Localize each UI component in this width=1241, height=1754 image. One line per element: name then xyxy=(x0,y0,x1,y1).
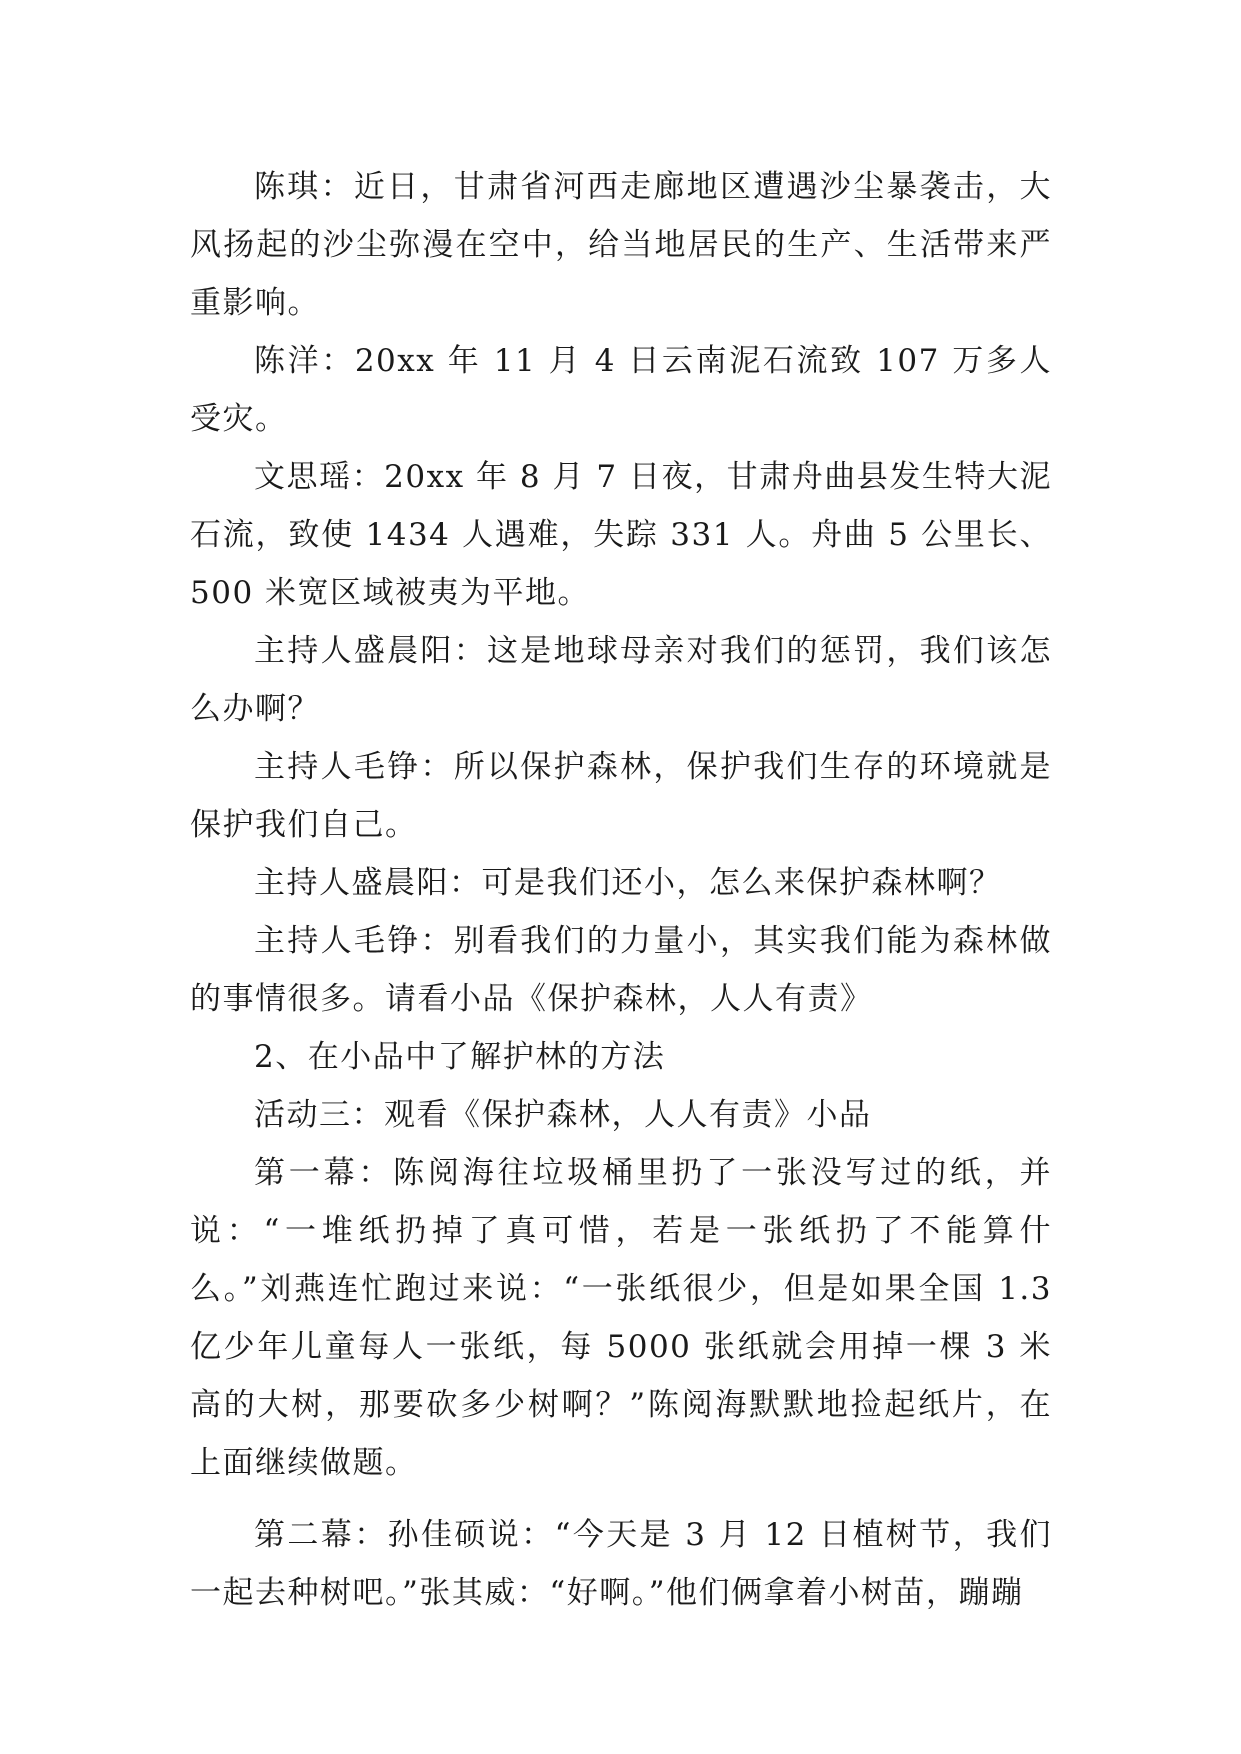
document-body xyxy=(190,158,1052,1622)
paragraph-wensiyao: 文思瑶：20xx 年 8 月 7 日夜，甘肃舟曲县发生特大泥石流，致使 1434 人遇难，失踪 331 人。舟曲 5 公里长、500 米宽区域被夷为平地。 xyxy=(190,459,1052,611)
paragraph-chenqi: 陈琪：近日，甘肃省河西走廊地区遭遇沙尘暴袭击，大风扬起的沙尘弥漫在空中，给当地居民的生产、生活带来严重影响。 xyxy=(190,169,1052,321)
paragraph-scene-two: 第二幕：孙佳硕说：“今天是 3 月 12 日植树节，我们一起去种树吧。”张其威：“好啊。”他们俩拿着小树苗，蹦蹦 xyxy=(190,1517,1052,1611)
paragraph-chenyang: 陈洋：20xx 年 11 月 4 日云南泥石流致 107 万多人受灾。 xyxy=(190,343,1052,437)
activity-three-heading: 活动三：观看《保护森林，人人有责》小品 xyxy=(254,1097,872,1133)
paragraph-host-mao-1: 主持人毛铮：所以保护森林，保护我们生存的环境就是保护我们自己。 xyxy=(190,749,1052,843)
paragraph-host-sheng-2: 主持人盛晨阳：可是我们还小，怎么来保护森林啊？ xyxy=(254,865,1002,901)
paragraph-host-sheng-1: 主持人盛晨阳：这是地球母亲对我们的惩罚，我们该怎么办啊？ xyxy=(190,633,1052,727)
paragraph-scene-one: 第一幕：陈阅海往垃圾桶里扔了一张没写过的纸，并说：“一堆纸扔掉了真可惜，若是一张纸扔了不能算什么。”刘燕连忙跑过来说：“一张纸很少，但是如果全国 1.3 亿少年儿童每人一张纸，每 5000 张纸就会用掉一棵 3 米高的大树，那要砍多少树啊？”陈阅海默默地捡起纸片，在上面继续做题。 xyxy=(190,1155,1052,1481)
section-heading-2: 2、在小品中了解护林的方法 xyxy=(254,1039,666,1075)
paragraph-host-mao-2: 主持人毛铮：别看我们的力量小，其实我们能为森林做的事情很多。请看小品《保护森林，人人有责》 xyxy=(190,923,1052,1017)
